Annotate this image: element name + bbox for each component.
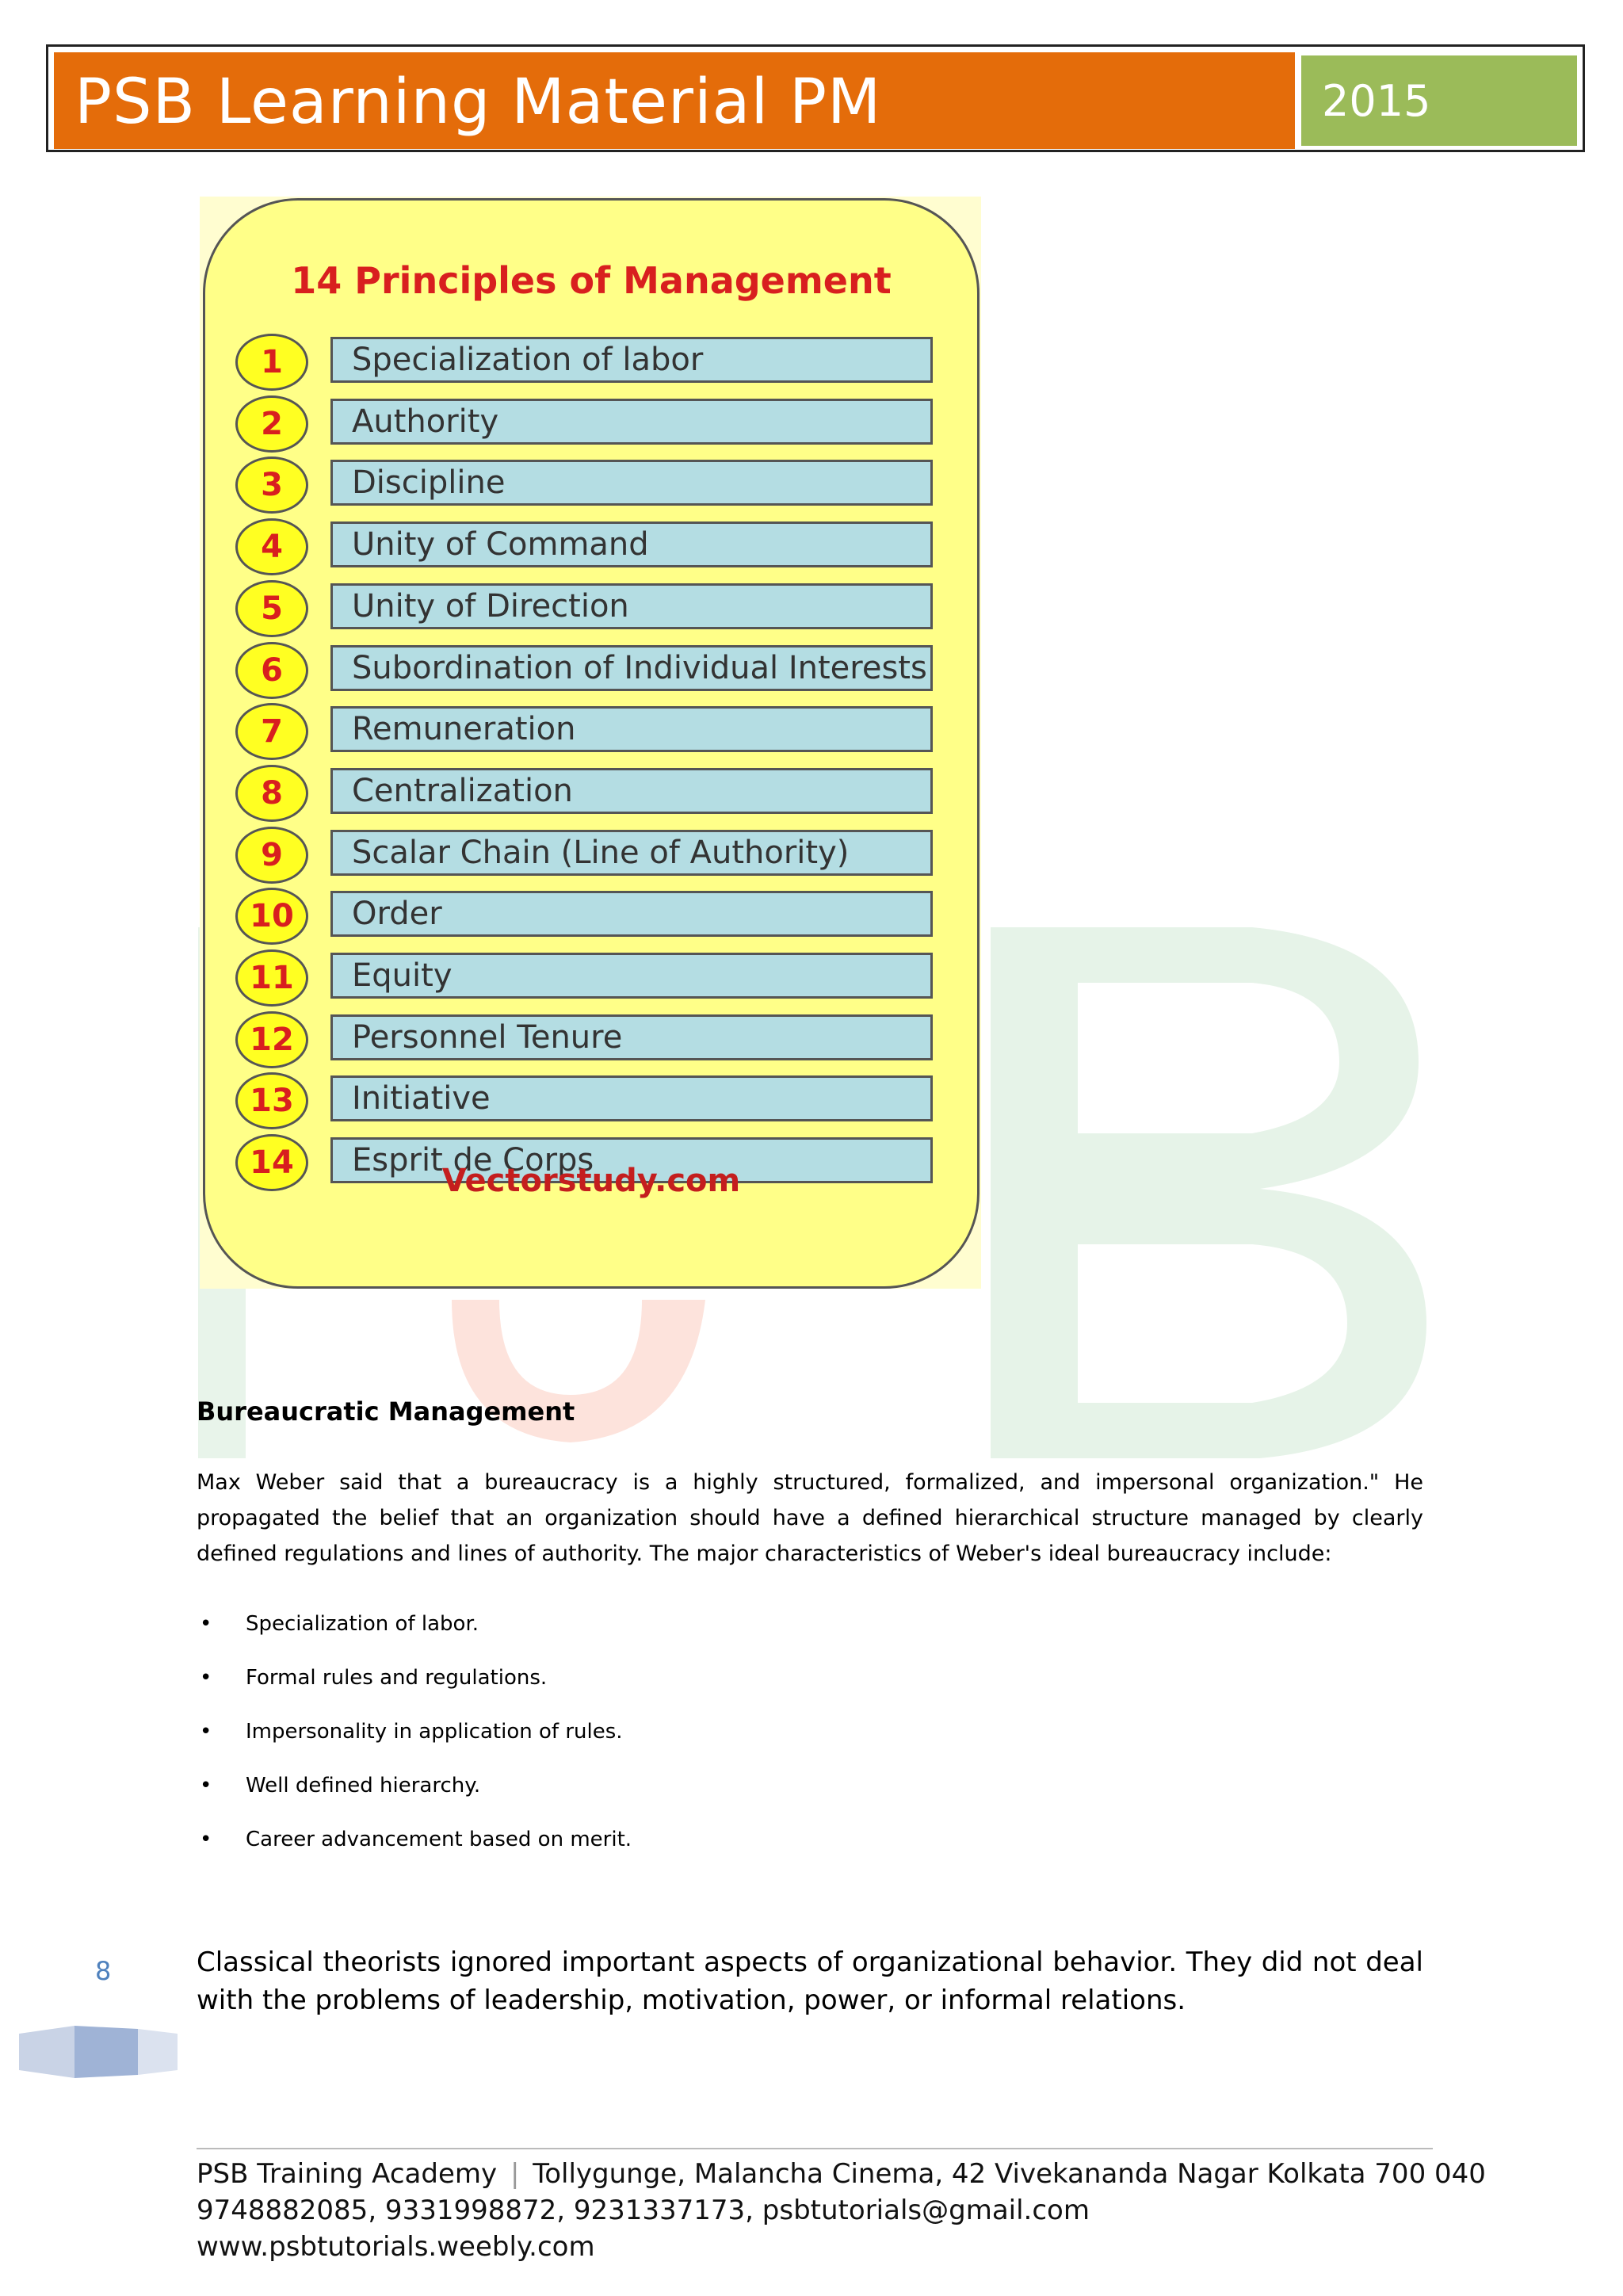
principle-label: Personnel Tenure xyxy=(330,1014,933,1060)
bullet-icon: • xyxy=(200,1774,212,1797)
bullet-icon: • xyxy=(200,1612,212,1636)
principles-figure xyxy=(203,198,980,1289)
principle-label: Scalar Chain (Line of Authority) xyxy=(330,830,933,876)
principle-number: 9 xyxy=(235,827,308,884)
principle-row xyxy=(235,827,949,884)
principle-number: 12 xyxy=(235,1011,308,1068)
closing-paragraph: Classical theorists ignored important aspects of organizational behavior. They did not deal with the problems of leadership, motivation, power, or informal relations. xyxy=(197,1946,1423,2016)
figure-title: 14 Principles of Management xyxy=(291,259,892,302)
principle-number: 1 xyxy=(235,334,308,391)
principle-number: 11 xyxy=(235,949,308,1007)
section-heading: Bureaucratic Management xyxy=(197,1396,575,1427)
footer-website[interactable]: www.psbtutorials.weebly.com xyxy=(197,2231,595,2263)
page-ribbon-decoration xyxy=(19,2018,178,2086)
section-paragraph: Max Weber said that a bureaucracy is a highly structured, formalized, and impersonal organization." He propagated the belief that an organization should have a defined hierarchical structure managed by clearly defined regulations and lines of authority. The major characteristics of Weber's ideal bureaucracy include: xyxy=(197,1470,1423,1566)
principle-label: Esprit de Corps xyxy=(330,1137,933,1183)
principle-row xyxy=(235,334,949,391)
footer-line-address: PSB Training Academy | Tollygunge, Malancha Cinema, 42 Vivekananda Nagar Kolkata 700 040 xyxy=(197,2158,1486,2190)
bullet-icon: • xyxy=(200,1720,212,1744)
principle-row xyxy=(235,949,949,1007)
principle-row xyxy=(235,888,949,945)
principle-number: 2 xyxy=(235,395,308,453)
principle-row xyxy=(235,1011,949,1068)
footer xyxy=(197,2156,1486,2265)
principle-number: 3 xyxy=(235,457,308,514)
principle-label: Authority xyxy=(330,399,933,445)
bullet-icon: • xyxy=(200,1828,212,1851)
principle-label: Specialization of labor xyxy=(330,337,933,383)
principle-row xyxy=(235,518,949,575)
principle-row xyxy=(235,765,949,822)
bullet-icon: • xyxy=(200,1666,212,1690)
header-title-box xyxy=(54,52,1295,149)
principle-row xyxy=(235,457,949,514)
principle-number: 7 xyxy=(235,703,308,760)
principle-number: 6 xyxy=(235,642,308,699)
principle-number: 10 xyxy=(235,888,308,945)
principle-label: Equity xyxy=(330,953,933,999)
principle-number: 5 xyxy=(235,580,308,637)
document-title: PSB Learning Material PM xyxy=(74,67,882,138)
figure-source: Vectorstudy.com xyxy=(441,1163,741,1199)
principle-label: Subordination of Individual Interests xyxy=(330,645,933,691)
principle-label: Unity of Command xyxy=(330,521,933,567)
principle-label: Remuneration xyxy=(330,706,933,752)
principle-row xyxy=(235,642,949,699)
principle-label: Discipline xyxy=(330,460,933,506)
principle-label: Centralization xyxy=(330,768,933,814)
principle-number: 8 xyxy=(235,765,308,822)
principle-row xyxy=(235,703,949,760)
principle-row xyxy=(235,580,949,637)
footer-divider xyxy=(197,2148,1433,2149)
principle-label: Unity of Direction xyxy=(330,583,933,629)
page-number: 8 xyxy=(95,1956,112,1986)
footer-contact: 9748882085, 9331998872, 9231337173, psbtutorials@gmail.com xyxy=(197,2195,1090,2226)
principle-row xyxy=(235,1072,949,1129)
principle-label: Initiative xyxy=(330,1075,933,1121)
principle-number: 14 xyxy=(235,1134,308,1191)
document-year: 2015 xyxy=(1322,76,1431,126)
principle-number: 13 xyxy=(235,1072,308,1129)
principle-label: Order xyxy=(330,891,933,937)
header-year-box xyxy=(1298,52,1580,149)
principle-row xyxy=(235,395,949,453)
principle-number: 4 xyxy=(235,518,308,575)
